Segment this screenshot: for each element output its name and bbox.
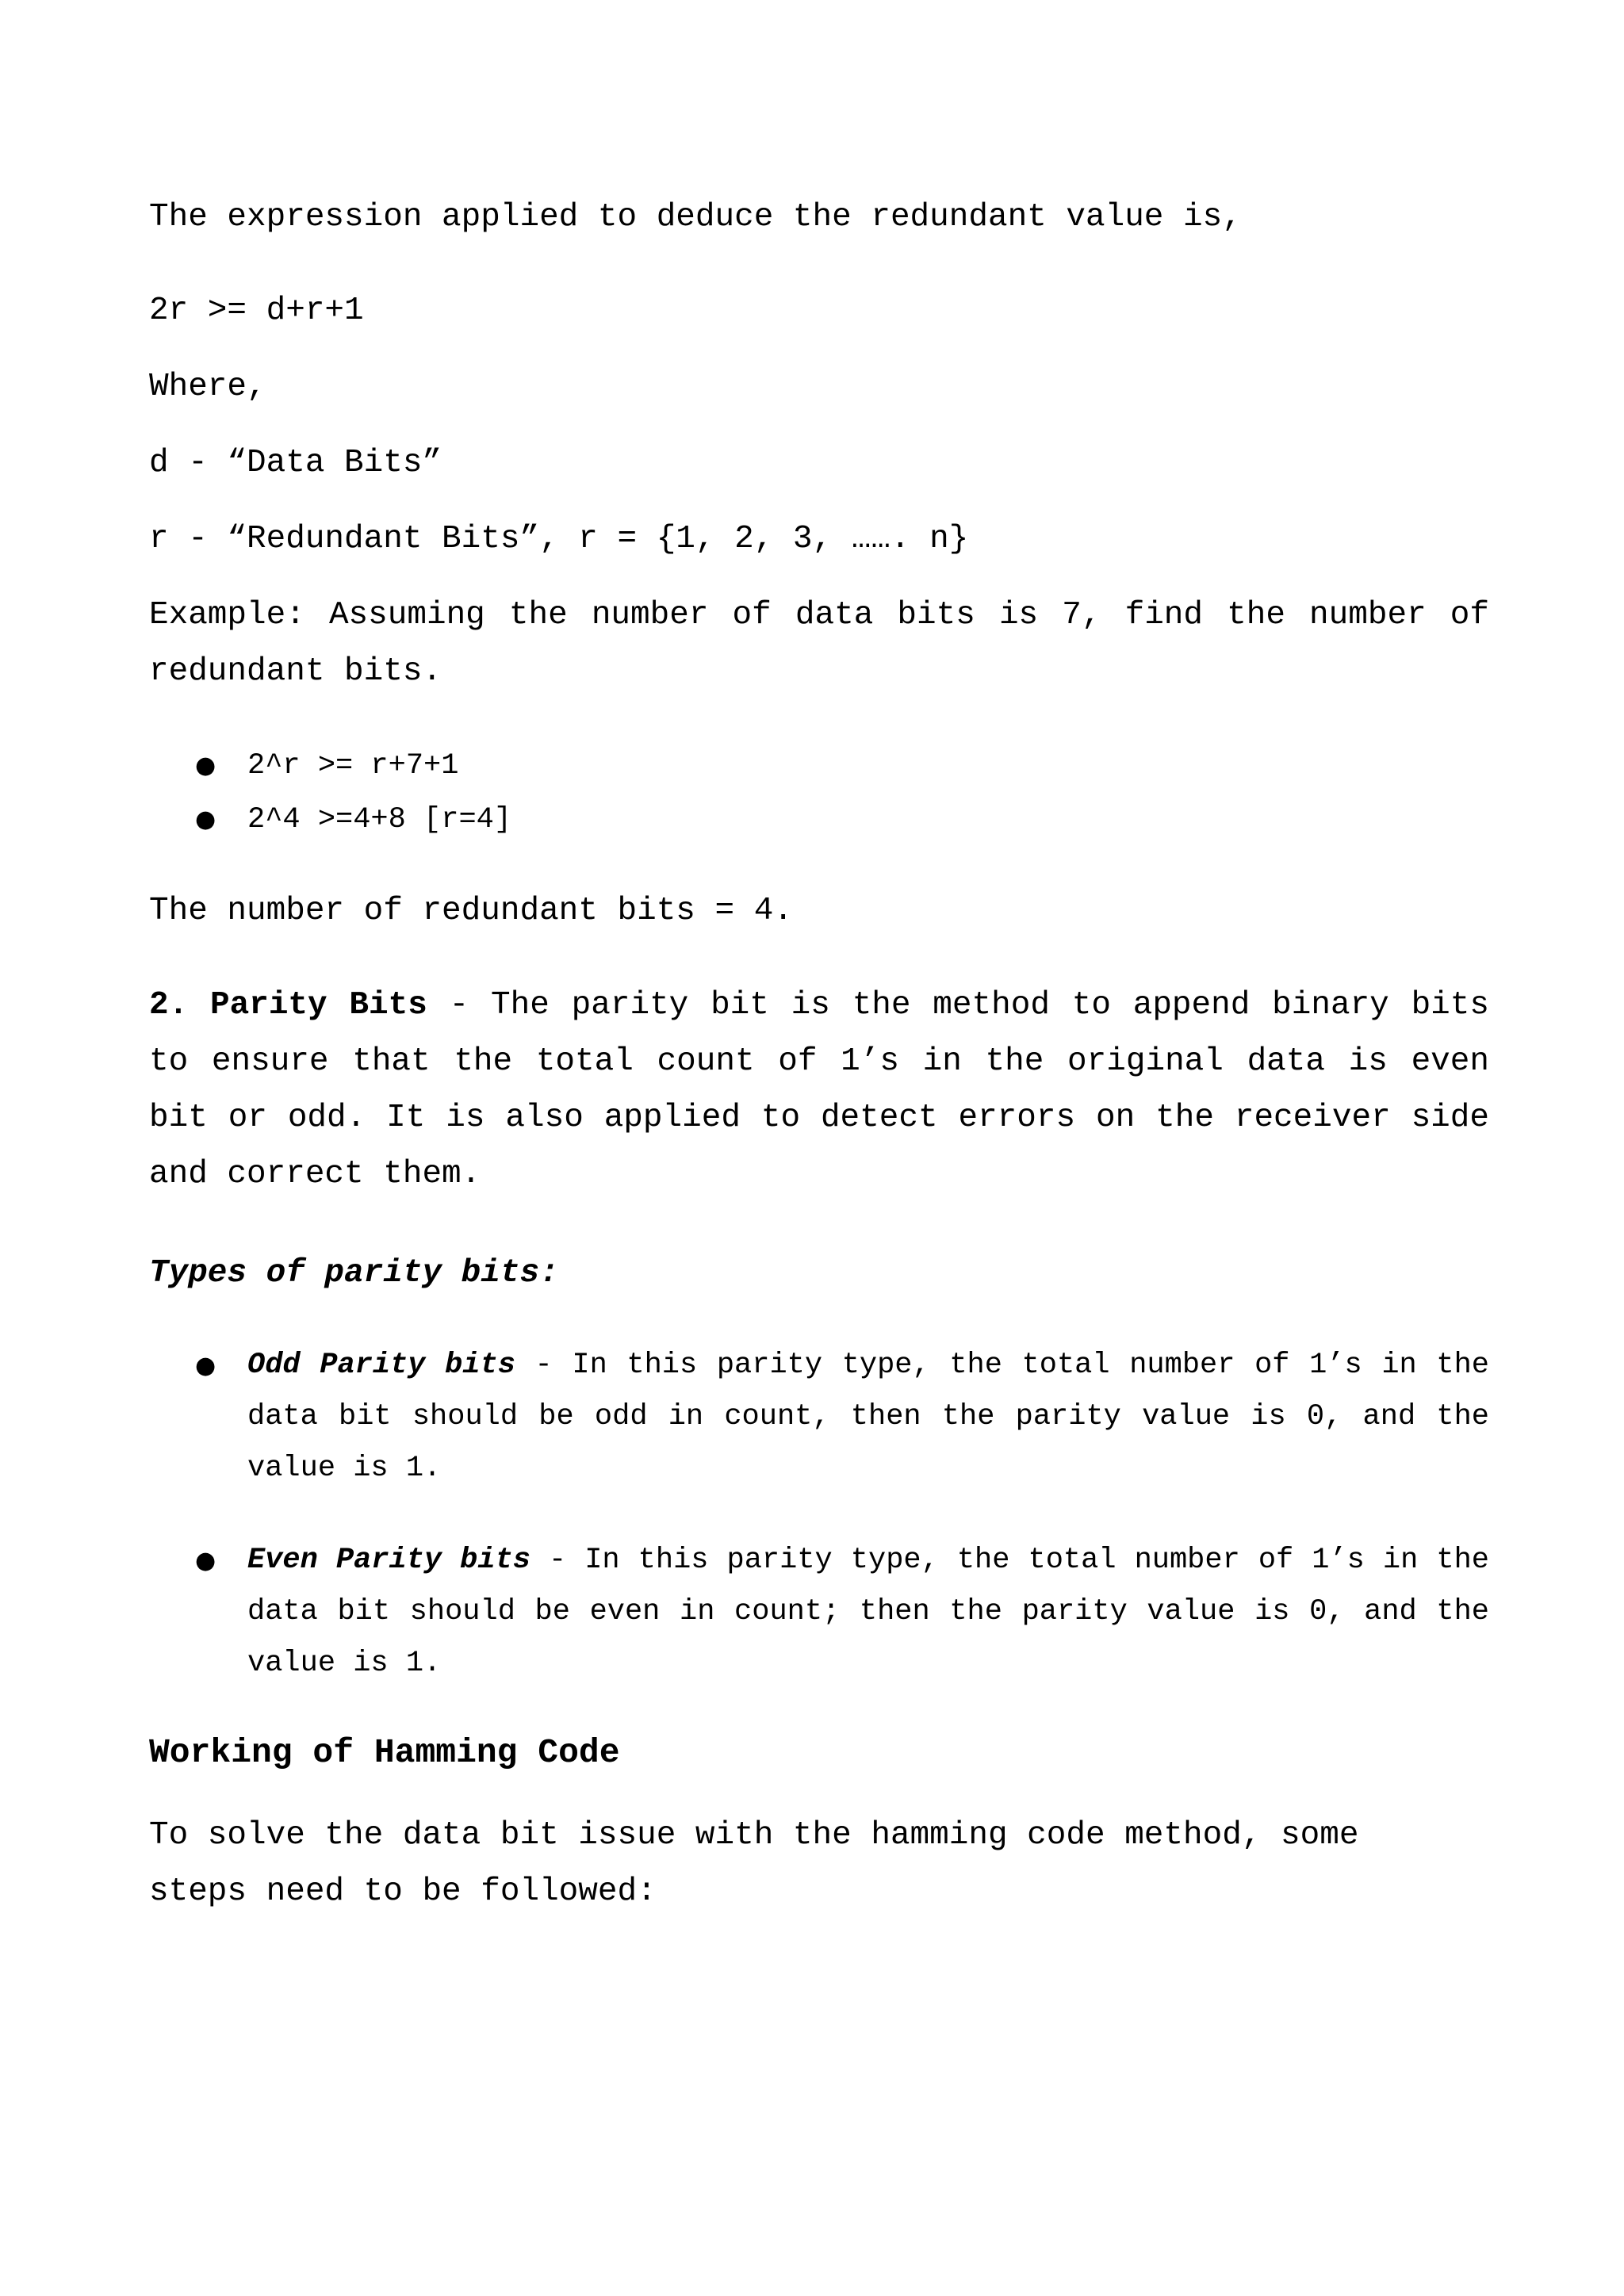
example-steps-list <box>149 739 1489 847</box>
parity-types-list-2 <box>149 1535 1489 1689</box>
step-text: 2^4 >=4+8 [r=4] <box>247 803 512 836</box>
parity-type-text: - In this parity type, the total number of 1’s in the data bit should be odd in count, then the parity value is 0, and the value is 1. <box>247 1349 1489 1485</box>
bullet-icon: ● <box>195 806 216 833</box>
types-heading: Types of parity bits: <box>149 1255 559 1292</box>
step-text: 2^r >= r+7+1 <box>247 749 459 783</box>
working-paragraph: To solve the data bit issue with the hamming code method, some steps need to be followed: <box>149 1817 1359 1910</box>
bullet-icon: ● <box>195 1352 216 1380</box>
parity-term: 2. Parity Bits <box>149 987 427 1024</box>
where-line: Where, <box>149 369 266 405</box>
parity-type-text: - In this parity type, the total number of 1’s in the data bit should be even in count; then the parity value is 0, and the value is 1. <box>247 1544 1489 1680</box>
example-paragraph: Example: Assuming the number of data bits is 7, find the number of redundant bits. <box>149 597 1489 690</box>
section-heading: Working of Hamming Code <box>149 1733 620 1772</box>
parity-description: - The parity bit is the method to append binary bits to ensure that the total count of 1’s in the original data is even bit or odd. It is also applied to detect errors on the receiver side and correct them. <box>149 987 1489 1192</box>
result-line: The number of redundant bits = 4. <box>149 893 793 929</box>
expression-line: The expression applied to deduce the redundant value is, <box>149 199 1242 235</box>
bullet-icon: ● <box>195 1547 216 1575</box>
list-item <box>149 1535 1489 1689</box>
parity-type-term: Odd Parity bits <box>247 1349 515 1382</box>
formula-line: 2r >= d+r+1 <box>149 293 364 329</box>
list-item <box>149 739 1489 793</box>
list-item <box>149 1340 1489 1494</box>
redundant-bits-definition: r - “Redundant Bits”, r = {1, 2, 3, ……. n} <box>149 521 969 557</box>
data-bits-definition: d - “Data Bits” <box>149 445 442 481</box>
bullet-icon: ● <box>195 752 216 779</box>
list-item <box>149 793 1489 847</box>
parity-types-list <box>149 1340 1489 1494</box>
parity-type-term: Even Parity bits <box>247 1544 530 1577</box>
parity-paragraph <box>149 978 1489 1203</box>
